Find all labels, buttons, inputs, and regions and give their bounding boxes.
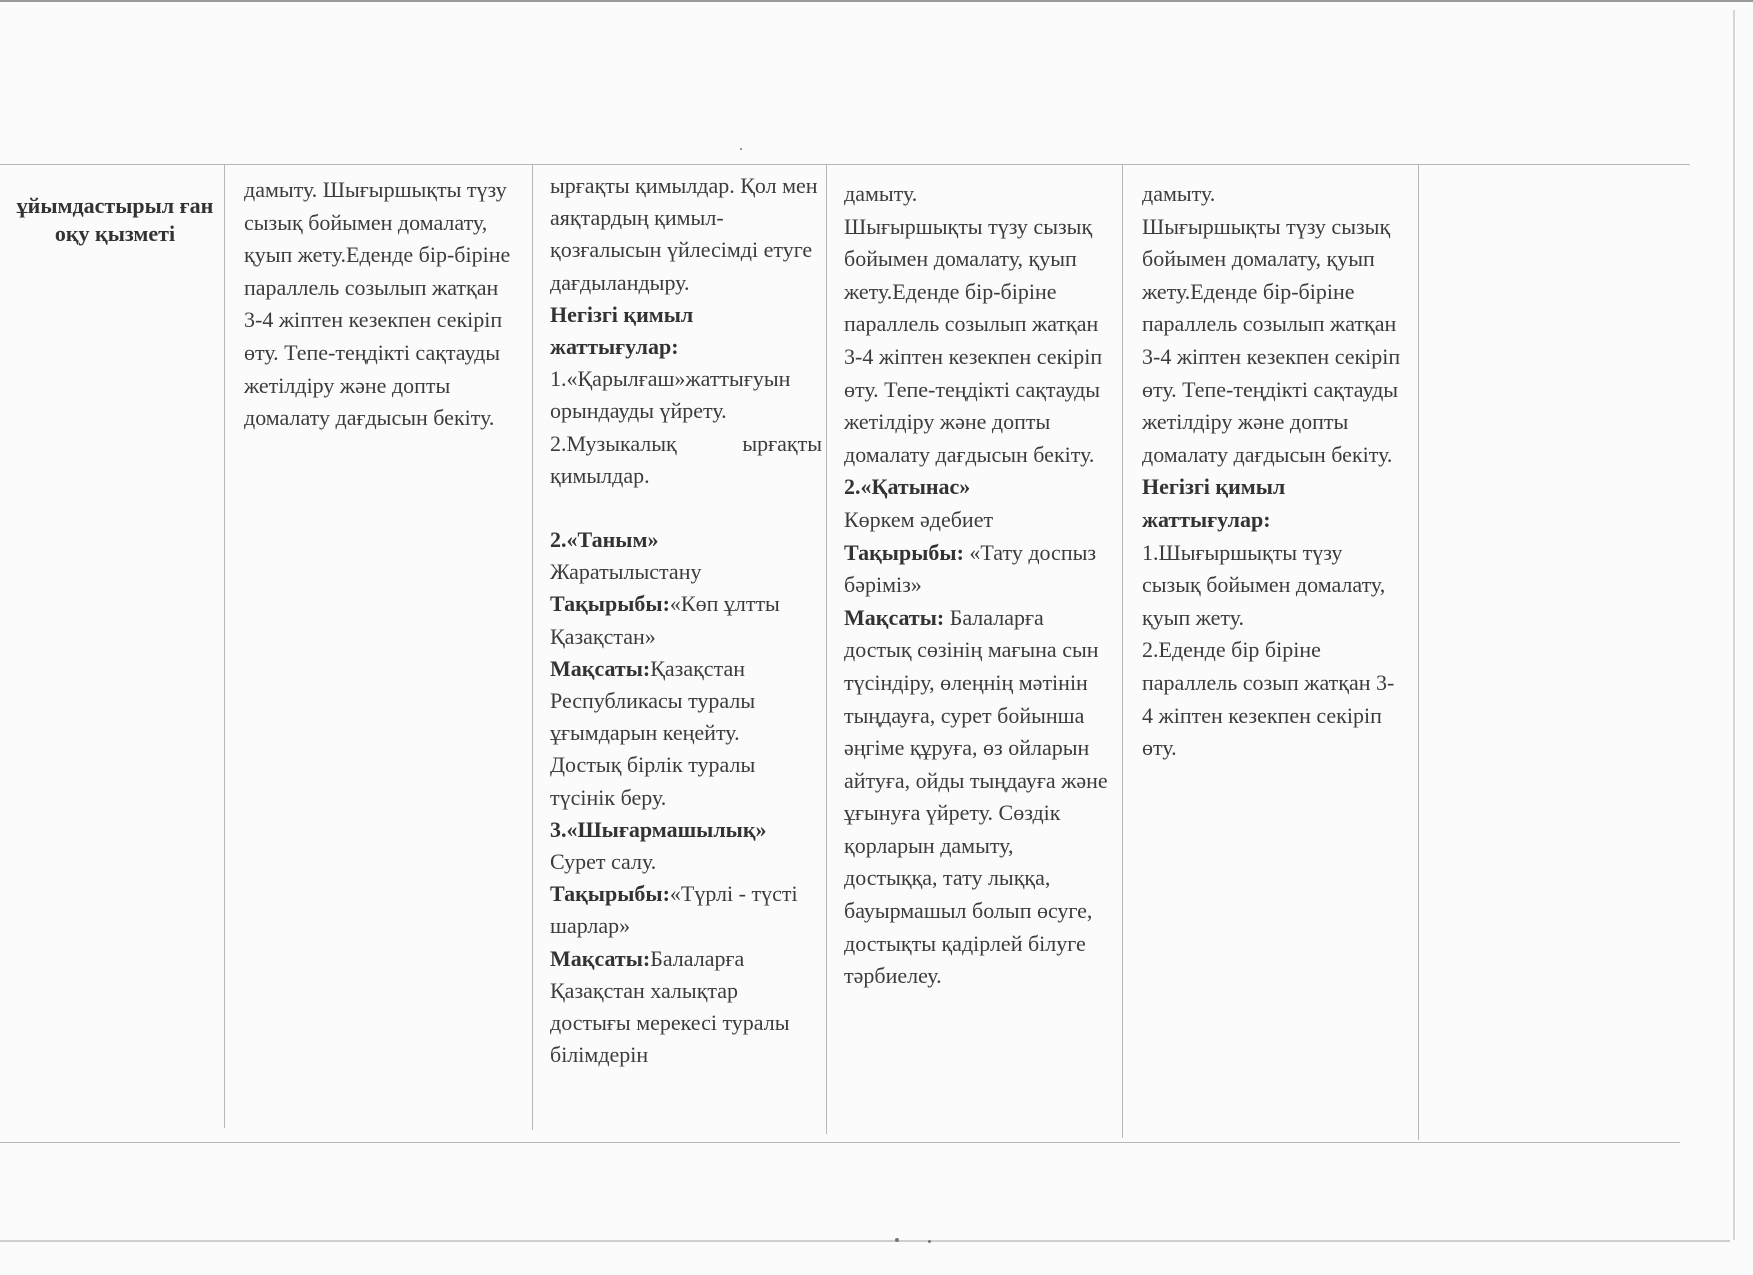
- schedule-table: [0, 164, 1690, 1143]
- scan-speck: [928, 1240, 931, 1243]
- column-3-text: Шығыршықты түзу сызық бойымен домалату, қуып жету.Еденде бір-біріне параллель созылып жатқан 3-4 жіптен кезекпен секіріп өту. Тепе-теңдікті сақтауды жетілдіру және допты домалату дағдысын бекіту.: [844, 213, 1103, 467]
- column-5-cell: [1430, 174, 1680, 1114]
- column-3-cell: [844, 178, 1110, 993]
- section-2-subject: Жаратылыстану: [550, 559, 702, 585]
- exercises-heading: Негізгі қимыл жаттығулар:: [1142, 474, 1286, 532]
- section-2-goal: Қазақстан Республикасы туралы ұғымдарын кеңейту.: [550, 655, 756, 746]
- table-bottom-border: [0, 1142, 1680, 1143]
- row-label-text: ұйымдастырыл ған оқу қызметі: [16, 193, 214, 246]
- scan-bottom-edge: [0, 1240, 1730, 1242]
- section-2-topic-label: Тақырыбы:: [550, 591, 670, 617]
- section-2-topic: «Көп ұлтты Қазақстан»: [550, 591, 780, 649]
- goal-label: Мақсаты:: [844, 604, 945, 630]
- section-3-goal: Балаларға Қазақстан халықтар достығы мерекесі туралы білімдерін: [550, 945, 790, 1068]
- scan-speck: [895, 1238, 899, 1242]
- column-1-text: дамыту. Шығыршықты түзу сызық бойымен домалату, қуып жету.Еденде бір-біріне параллель созылып жатқан 3-4 жіптен кезекпен секіріп өту. Тепе-теңдікті сақтауды жетілдіру және допты домалату дағдысын бекіту.: [244, 177, 511, 431]
- column-divider: [532, 164, 533, 1130]
- section-3-subject: Сурет салу.: [550, 849, 657, 875]
- section-3-heading: 3.«Шығармашылық»: [550, 816, 767, 842]
- column-divider: [826, 164, 827, 1134]
- topic-label: Тақырыбы:: [844, 539, 964, 565]
- exercise-2: 2.Еденде бір біріне параллель созып жатқан 3-4 жіптен кезекпен секіріп өту.: [1142, 637, 1395, 761]
- column-4-cell: [1142, 178, 1404, 765]
- table-top-border: [0, 164, 1690, 165]
- goal-text: Балаларға достық сөзінің мағына сын түсіндіру, өлеңнің мәтінін тыңдауға, сурет бойынша әңгіме құруға, өз ойларын айтуға, ойды тыңдауға және ұғынуға үйрету. Сөздік қорларын дамыту, достыққа, тату лыққа, бауырмашыл болып өсуге, достықты қадірлей білуге тәрбиелеу.: [844, 604, 1108, 989]
- column-4-intro: дамыту.: [1142, 181, 1216, 206]
- section-2-goal-label: Мақсаты:: [550, 655, 651, 681]
- scan-speck: [740, 148, 742, 150]
- section-3-topic: «Түрлі - түсті шарлар»: [550, 881, 798, 939]
- scan-top-edge: [0, 0, 1753, 2]
- column-2-cell: [550, 170, 822, 1071]
- column-2-intro: ырғақты қимылдар. Қол мен аяқтардың қимыл-қозғалысын үйлесімді етуге дағдыландыру.: [550, 173, 818, 295]
- scan-right-edge: [1733, 10, 1735, 1240]
- exercise-1: 1.«Қарылғаш»жаттығуын орындауды үйрету.: [550, 366, 791, 424]
- exercise-1: 1.Шығыршықты түзу сызық бойымен домалату, қуып жету.: [1142, 539, 1386, 630]
- section-2-goal-extra: Достық бірлік туралы түсінік беру.: [550, 752, 756, 810]
- section-3-goal-label: Мақсаты:: [550, 945, 651, 971]
- column-divider: [1122, 164, 1123, 1138]
- row-label: [14, 192, 216, 248]
- column-4-text: Шығыршықты түзу сызық бойымен домалату, қуып жету.Еденде бір-біріне параллель созылып жатқан 3-4 жіптен кезекпен секіріп өту. Тепе-теңдікті сақтауды жетілдіру және допты домалату дағдысын бекіту.: [1142, 213, 1401, 467]
- section-2-heading: 2.«Қатынас»: [844, 474, 971, 500]
- column-divider: [1418, 164, 1419, 1140]
- topic-text: «Тату доспыз бәріміз»: [844, 539, 1097, 598]
- section-3-topic-label: Тақырыбы:: [550, 881, 670, 907]
- column-3-intro: дамыту.: [844, 181, 918, 206]
- exercise-2: 2.Музыкалық ырғақты қимылдар.: [550, 430, 822, 488]
- section-2-heading: 2.«Таным»: [550, 527, 659, 553]
- column-divider: [224, 164, 225, 1128]
- exercises-heading: Негізгі қимыл жаттығулар:: [550, 301, 694, 360]
- section-2-subject: Көркем әдебиет: [844, 506, 994, 532]
- column-1-cell: [244, 174, 516, 435]
